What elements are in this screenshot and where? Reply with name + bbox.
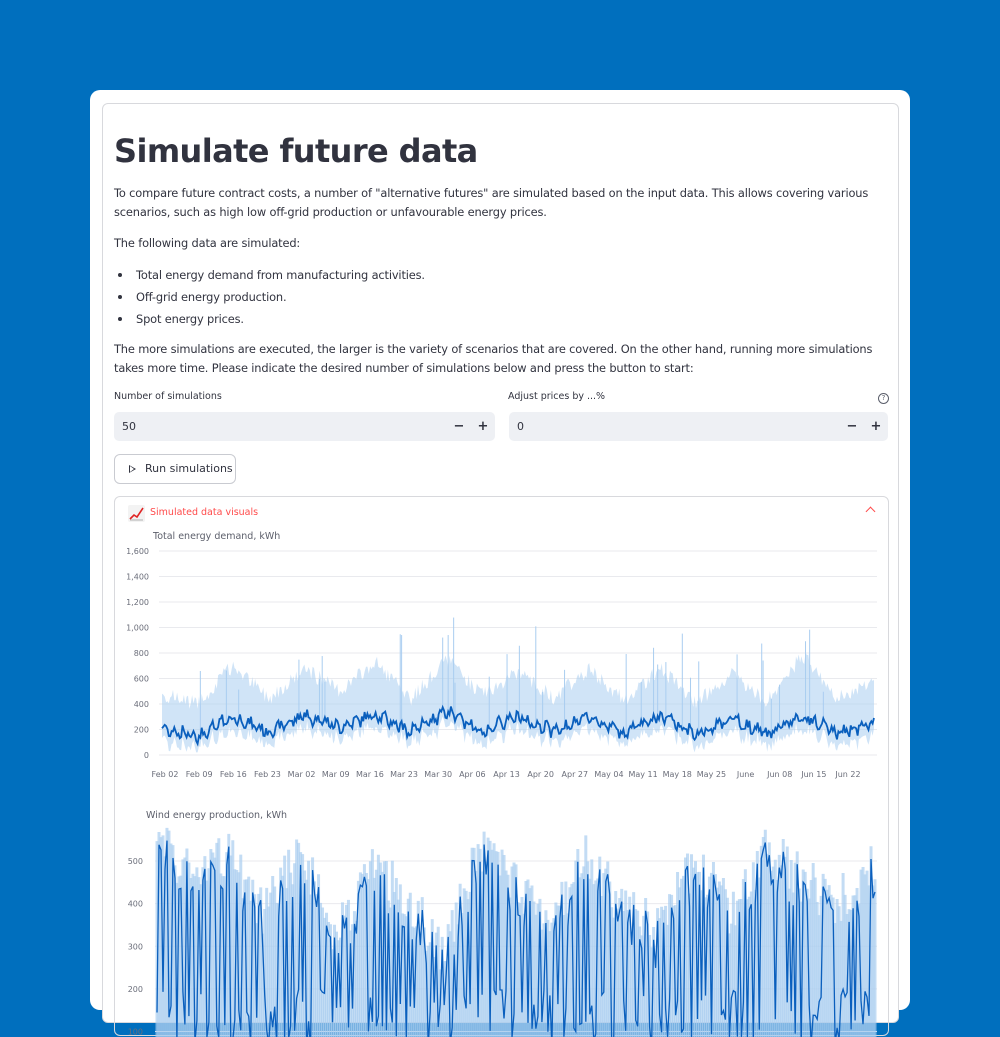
x-tick-label: Mar 16	[355, 770, 384, 779]
y-tick-label: 300	[127, 942, 143, 952]
adjust-prices-label: Adjust prices by ...%	[508, 391, 606, 402]
x-tick-label: Mar 23	[390, 770, 418, 779]
x-tick-label: May 11	[628, 770, 658, 779]
y-tick-label: 400	[133, 700, 149, 709]
adjust-prices-increment-button[interactable]: +	[870, 419, 882, 434]
intro-text: To compare future contract costs, a number of "alternative futures" are simulated based on the input data. This allows covering various scenarios, such as high low off-grid production or unfavourable energy prices.	[114, 186, 869, 219]
x-tick-label: May 04	[594, 770, 624, 779]
demand-range-band	[162, 652, 874, 752]
wind-chart-title: Wind energy production, kWh	[146, 810, 287, 821]
list-item: Total energy demand from manufacturing activities.	[124, 264, 425, 286]
main-container	[102, 103, 899, 1037]
x-tick-label: May 18	[662, 770, 692, 779]
demand-chart-title: Total energy demand, kWh	[153, 531, 281, 542]
simulated-data-expander	[114, 496, 889, 1036]
simulations-increment-button[interactable]: +	[477, 419, 489, 434]
y-tick-label: 800	[133, 649, 149, 658]
adjust-prices-decrement-button[interactable]: −	[846, 419, 858, 434]
app-card	[90, 90, 910, 1037]
x-tick-label: Mar 30	[424, 770, 453, 779]
x-tick-label: Jun 22	[835, 770, 861, 779]
simulations-decrement-button[interactable]: −	[453, 419, 465, 434]
x-tick-label: Feb 09	[185, 770, 213, 779]
simulated-heading: The following data are simulated:	[114, 236, 301, 250]
chevron-up-icon	[866, 507, 876, 517]
x-tick-label: Mar 09	[321, 770, 350, 779]
run-simulations-label: Run simulations	[145, 462, 233, 475]
x-tick-label: Feb 02	[151, 770, 179, 779]
simulated-list	[124, 264, 425, 330]
wind-chart	[115, 822, 890, 1037]
x-tick-label: Apr 13	[493, 770, 520, 779]
run-simulations-button[interactable]	[114, 454, 236, 484]
expander-header[interactable]	[115, 497, 888, 529]
expander-title: Simulated data visuals	[150, 507, 259, 518]
y-tick-label: 1,600	[126, 547, 149, 556]
more-info-text: The more simulations are executed, the larger is the variety of scenarios that are covered. On the other hand, running more simulations takes more time. Please indicate the desired number of simulations below and press the button to start:	[114, 342, 873, 375]
x-tick-label: Apr 20	[527, 770, 554, 779]
y-tick-label: 500	[127, 857, 143, 867]
y-tick-label: 0	[143, 751, 149, 760]
y-tick-label: 200	[127, 984, 143, 994]
x-tick-label: Mar 02	[287, 770, 316, 779]
x-tick-label: Feb 16	[219, 770, 247, 779]
y-tick-label: 1,200	[126, 598, 149, 607]
simulations-label: Number of simulations	[114, 391, 222, 402]
simulations-value[interactable]: 50	[122, 420, 136, 433]
y-tick-label: 1,400	[126, 572, 149, 582]
page-title: Simulate future data	[114, 132, 478, 170]
play-icon	[129, 465, 136, 473]
y-tick-label: 400	[127, 899, 143, 909]
list-item: Spot energy prices.	[124, 308, 425, 330]
list-item: Off-grid energy production.	[124, 286, 425, 308]
demand-chart	[115, 543, 890, 788]
simulations-number-input[interactable]	[114, 412, 495, 441]
x-tick-label: Apr 27	[561, 770, 589, 779]
y-tick-label: 1,000	[126, 623, 149, 633]
adjust-prices-number-input[interactable]	[509, 412, 888, 441]
x-tick-label: Apr 06	[459, 770, 486, 779]
x-tick-label: May 25	[696, 770, 727, 779]
y-tick-label: 100	[127, 1027, 143, 1037]
x-tick-label: Jun 08	[767, 770, 793, 779]
x-tick-label: June	[736, 770, 755, 779]
help-icon[interactable]: ?	[878, 393, 889, 404]
y-tick-label: 600	[133, 674, 149, 684]
adjust-prices-value[interactable]: 0	[517, 420, 524, 433]
chart-increasing-icon	[128, 505, 145, 522]
x-tick-label: Jun 15	[801, 770, 827, 779]
x-tick-label: Feb 23	[254, 770, 281, 779]
y-tick-label: 200	[133, 725, 149, 735]
